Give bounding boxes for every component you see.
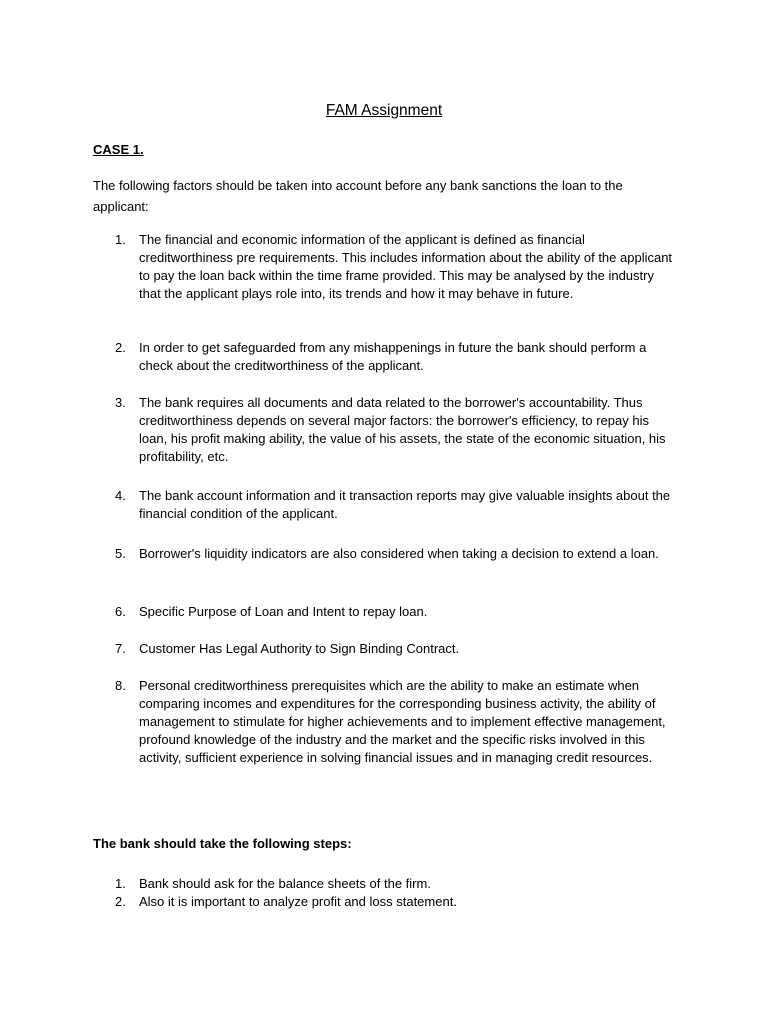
list-number: 2. [115, 340, 126, 355]
list-number: 1. [115, 232, 126, 247]
list-text: The financial and economic information of the applicant is defined as financial creditworthiness pre requirements. This includes information about the ability of the applicant to pay the loan back within the time frame provided. This may be analysed by the industry that the applicant plays role into, its trends and how it may behave in future. [139, 232, 673, 301]
list-text: The bank requires all documents and data related to the borrower's accountability. Thus creditworthiness depends on several major factors: the borrower's efficiency, to repay his loan, his profit making ability, the value of his assets, the state of the economic situation, his profitability, etc. [139, 395, 666, 464]
list-text: Specific Purpose of Loan and Intent to repay loan. [139, 604, 428, 619]
list-text: Also it is important to analyze profit and loss statement. [139, 894, 457, 909]
list-text: Customer Has Legal Authority to Sign Binding Contract. [139, 641, 460, 656]
steps-heading: The bank should take the following steps: [93, 836, 352, 851]
list-number: 2. [115, 894, 126, 909]
list-text: In order to get safeguarded from any mishappenings in future the bank should perform a check about the creditworthiness of the applicant. [139, 340, 647, 373]
list-number: 3. [115, 395, 126, 410]
intro-paragraph: The following factors should be taken into account before any bank sanctions the loan to the applicant: [93, 178, 623, 214]
list-text: The bank account information and it transaction reports may give valuable insights about the financial condition of the applicant. [139, 488, 671, 521]
list-number: 6. [115, 604, 126, 619]
list-number: 8. [115, 678, 126, 693]
list-text: Borrower's liquidity indicators are also considered when taking a decision to extend a loan. [139, 546, 659, 561]
list-text: Bank should ask for the balance sheets of the firm. [139, 876, 431, 891]
list-number: 1. [115, 876, 126, 891]
list-number: 4. [115, 488, 126, 503]
case-heading: CASE 1. [93, 142, 144, 157]
list-number: 7. [115, 641, 126, 656]
document-title: FAM Assignment [325, 102, 443, 119]
list-text: Personal creditworthiness prerequisites which are the ability to make an estimate when comparing incomes and expenditures for the corresponding business activity, the ability of management to stimulate for higher achievements and to implement effective management, profound knowledge of the industry and the market and the specific risks involved in this activity, sufficient experience in solving financial issues and in managing credit resources. [139, 678, 666, 765]
list-number: 5. [115, 546, 126, 561]
